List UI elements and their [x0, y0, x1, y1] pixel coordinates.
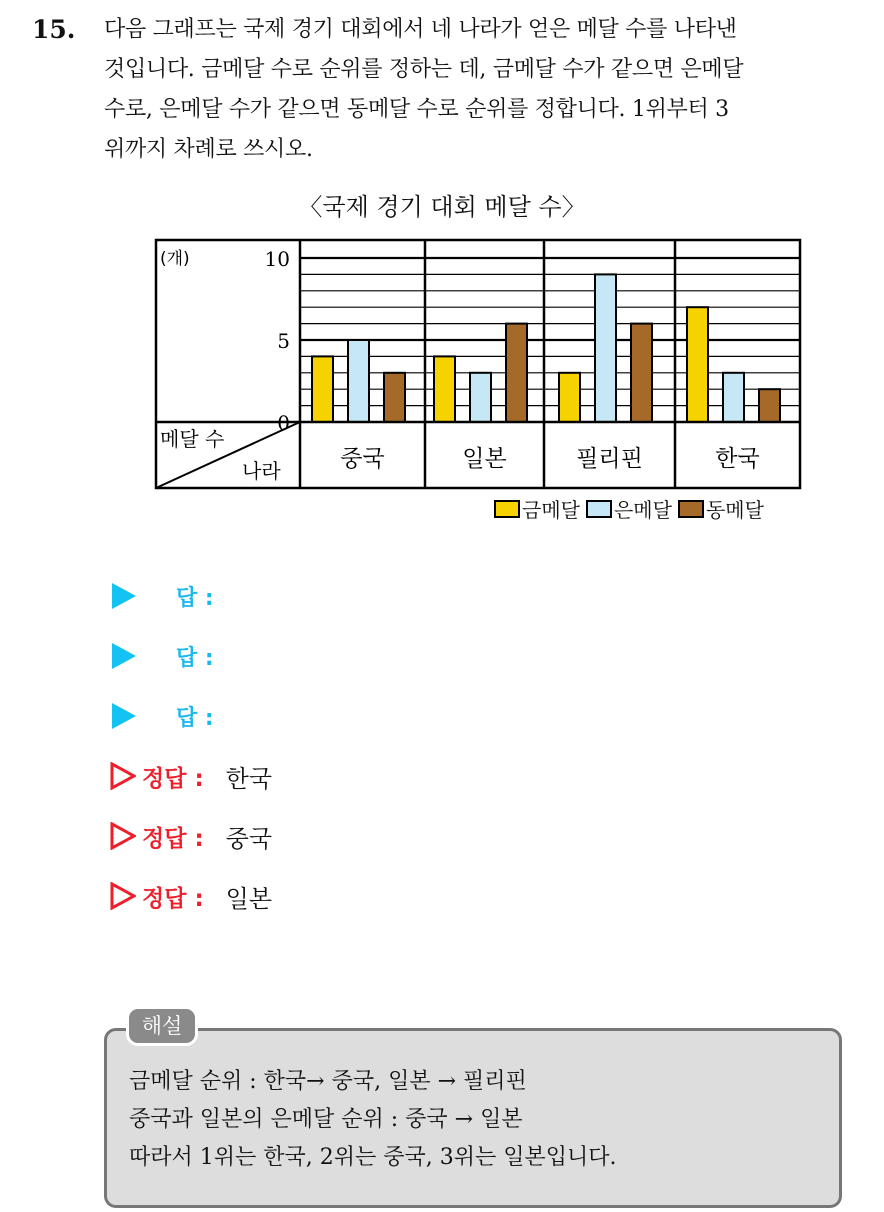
bar-0: [687, 307, 708, 422]
question-number: 15.: [32, 15, 76, 44]
category-label: 필리핀: [576, 446, 643, 472]
answer-label: 답 :: [176, 585, 214, 611]
legend-label: 동메달: [705, 498, 764, 522]
filled-triangle-icon: [112, 583, 136, 609]
medal-bar-chart: [150, 236, 806, 492]
filled-triangle-icon: [112, 643, 136, 669]
bar-0: [312, 356, 333, 422]
bar-2: [384, 373, 405, 422]
correct-answer-row: [108, 866, 272, 926]
outline-triangle-icon: [110, 822, 136, 850]
bar-2: [631, 324, 652, 422]
outline-triangle-icon: [110, 882, 136, 910]
correct-answer-label: 정답 :: [142, 765, 204, 792]
explanation-line: 중국과 일본의 은메달 순위 : 중국 → 일본: [129, 1107, 523, 1132]
correct-answer-value: 한국: [225, 764, 273, 793]
bar-0: [559, 373, 580, 422]
explanation-tag: 해설: [126, 1006, 198, 1046]
explanation-body: [129, 1063, 616, 1177]
answer-blank-row: [108, 686, 272, 746]
answer-label: 답 :: [176, 645, 214, 671]
answer-blank-row: [108, 566, 272, 626]
bar-1: [723, 373, 744, 422]
explanation-line: 따라서 1위는 한국, 2위는 중국, 3위는 일본입니다.: [129, 1145, 617, 1170]
legend-item-silver: [586, 494, 672, 523]
bar-0: [434, 356, 455, 422]
category-label: 한국: [715, 446, 760, 472]
correct-answer-value: 중국: [225, 824, 273, 853]
y-tick-label: 10: [264, 247, 290, 271]
chart-legend: [494, 494, 770, 523]
y-tick-label: 0: [277, 411, 290, 435]
legend-swatch-gold: [494, 500, 520, 518]
legend-label: 은메달: [613, 498, 672, 522]
bar-1: [595, 274, 616, 422]
question-line: 수로, 은메달 수가 같으면 동메달 수로 순위를 정합니다. 1위부터 3: [104, 97, 729, 122]
bar-2: [759, 389, 780, 422]
legend-item-bronze: [678, 494, 764, 523]
unit-label: (개): [160, 249, 190, 269]
legend-swatch-silver: [586, 500, 612, 518]
y-tick-label: 5: [277, 329, 290, 353]
answer-section: [108, 566, 272, 926]
correct-answer-row: [108, 746, 272, 806]
legend-swatch-bronze: [678, 500, 704, 518]
corner-top-label: 메달 수: [160, 427, 225, 451]
bar-1: [470, 373, 491, 422]
answer-blank-row: [108, 626, 272, 686]
question-line: 다음 그래프는 국제 경기 대회에서 네 나라가 얻은 메달 수를 나타낸: [104, 17, 737, 42]
question-line: 위까지 차례로 쓰시오.: [104, 137, 313, 162]
bar-1: [348, 340, 369, 422]
correct-answer-value: 일본: [225, 884, 273, 913]
legend-item-gold: [494, 494, 580, 523]
chart-title: 〈국제 경기 대회 메달 수〉: [298, 193, 586, 221]
bar-2: [506, 324, 527, 422]
category-label: 중국: [340, 446, 385, 472]
explanation-line: 금메달 순위 : 한국→ 중국, 일본 → 필리핀: [129, 1069, 527, 1094]
correct-answer-label: 정답 :: [142, 885, 204, 912]
corner-bottom-label: 나라: [242, 459, 281, 483]
question-text: [104, 10, 864, 170]
legend-label: 금메달: [522, 498, 580, 522]
filled-triangle-icon: [112, 703, 136, 729]
explanation-box: [104, 1028, 842, 1208]
answer-label: 답 :: [176, 705, 214, 731]
correct-answer-row: [108, 806, 272, 866]
correct-answer-label: 정답 :: [142, 825, 204, 852]
outline-triangle-icon: [110, 762, 136, 790]
category-label: 일본: [462, 446, 507, 472]
question-line: 것입니다. 금메달 수로 순위를 정하는 데, 금메달 수가 같으면 은메달: [104, 57, 744, 82]
